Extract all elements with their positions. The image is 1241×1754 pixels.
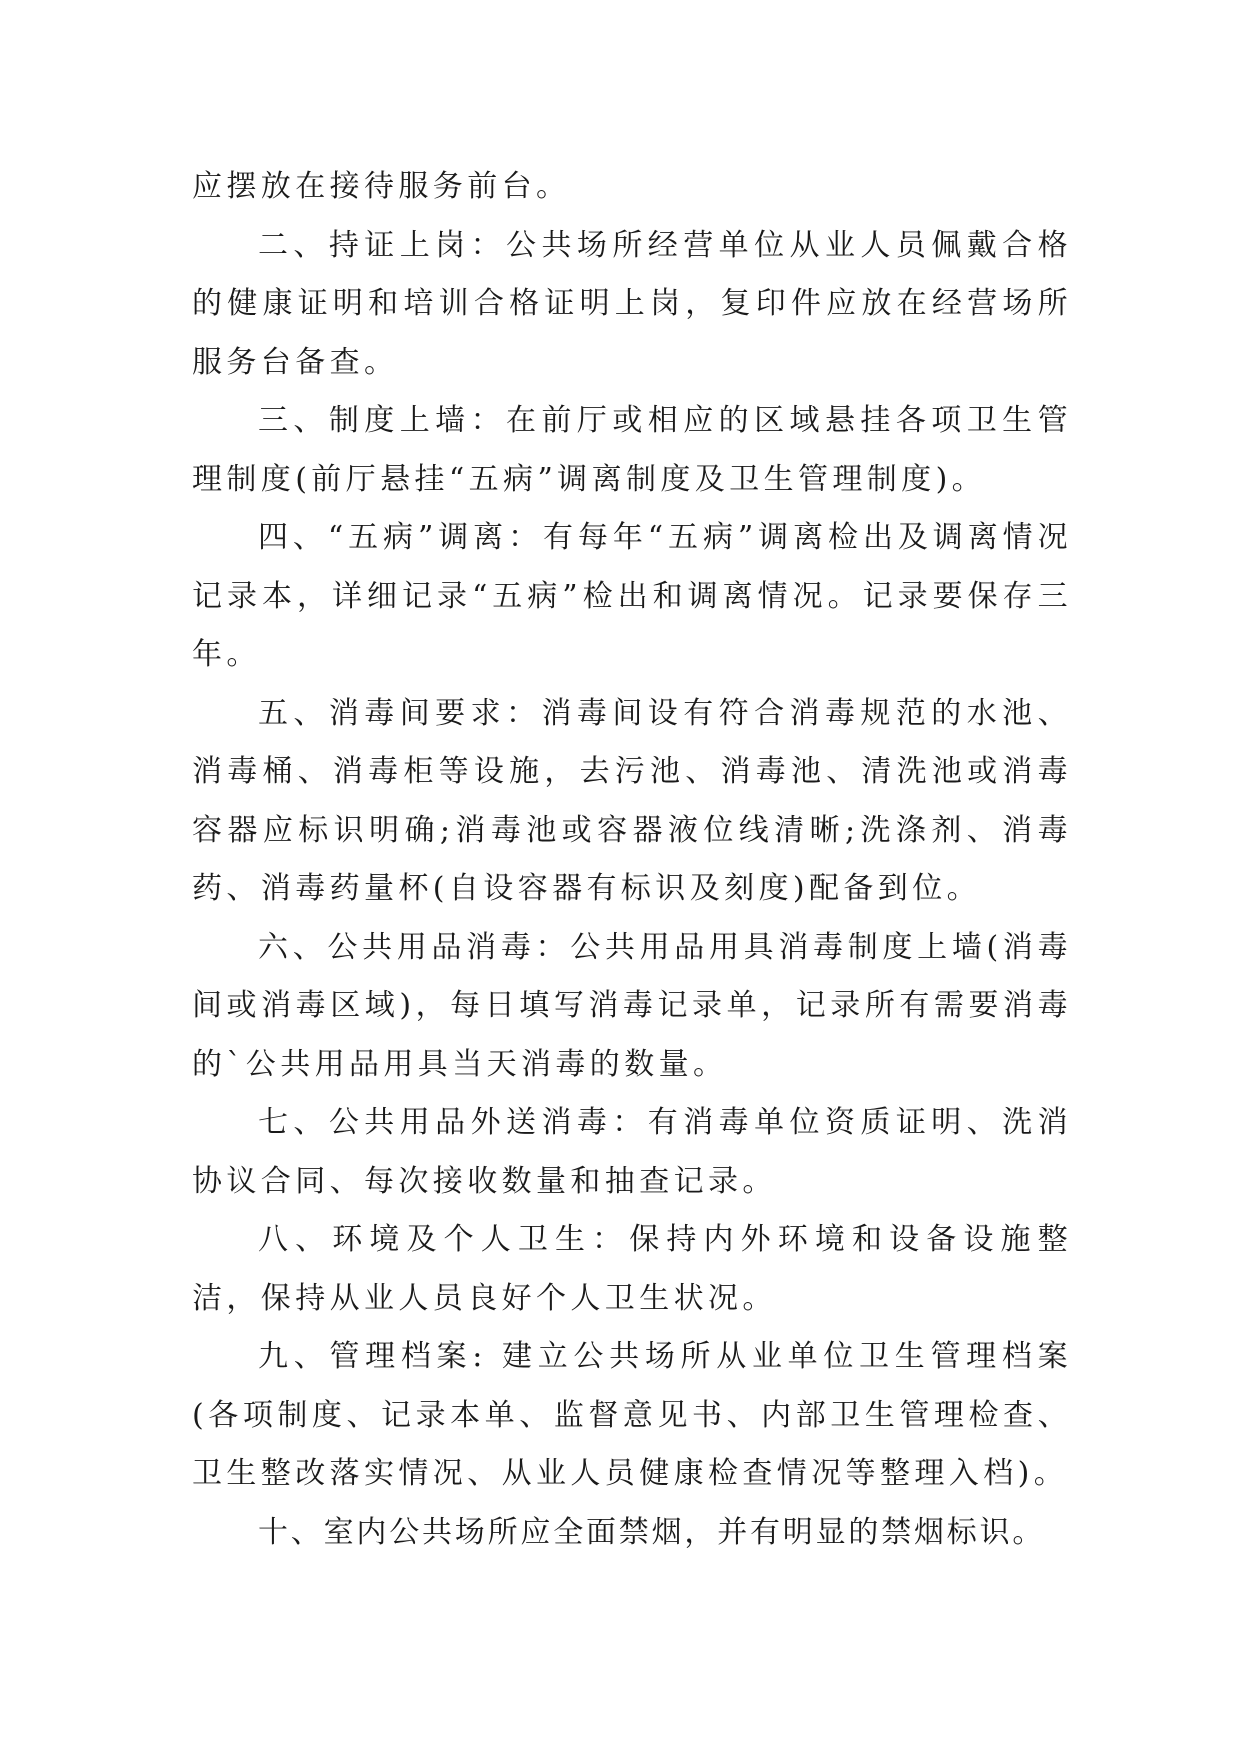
paragraph-item-6: 六、公共用品消毒：公共用品用具消毒制度上墙(消毒间或消毒区域)，每日填写消毒记录单，记录所有需要消毒的`公共用品用具当天消毒的数量。 [192, 929, 1072, 1082]
paragraph-item-3: 三、制度上墙：在前厅或相应的区域悬挂各项卫生管理制度(前厅悬挂“五病”调离制度及卫生管理制度)。 [192, 403, 1072, 497]
paragraph-item-9: 九、管理档案: 建立公共场所从业单位卫生管理档案(各项制度、记录本单、监督意见书、内部卫生管理检查、卫生整改落实情况、从业人员健康检查情况等整理入档)。 [192, 1339, 1072, 1491]
paragraph-item-8: 八、环境及个人卫生：保持内外环境和设备设施整洁，保持从业人员良好个人卫生状况。 [192, 1222, 1072, 1316]
paragraph-item-5: 五、消毒间要求：消毒间设有符合消毒规范的水池、消毒桶、消毒柜等设施，去污池、消毒池、清洗池或消毒容器应标识明确;消毒池或容器液位线清晰;洗涤剂、消毒药、消毒药量杯(自设容器有标识及刻度)配备到位。 [192, 695, 1072, 906]
document-body [192, 158, 1072, 1562]
paragraph-item-7: 七、公共用品外送消毒：有消毒单位资质证明、洗消协议合同、每次接收数量和抽查记录。 [192, 1105, 1072, 1199]
paragraph-item-2: 二、持证上岗：公共场所经营单位从业人员佩戴合格的健康证明和培训合格证明上岗，复印件应放在经营场所服务台备查。 [192, 227, 1072, 380]
paragraph-item-4: 四、“五病”调离：有每年“五病”调离检出及调离情况记录本，详细记录“五病”检出和调离情况。记录要保存三年。 [192, 520, 1072, 672]
paragraph-continuation: 应摆放在接待服务前台。 [192, 169, 571, 204]
paragraph-item-10: 十、室内公共场所应全面禁烟，并有明显的禁烟标识。 [258, 1514, 1046, 1550]
